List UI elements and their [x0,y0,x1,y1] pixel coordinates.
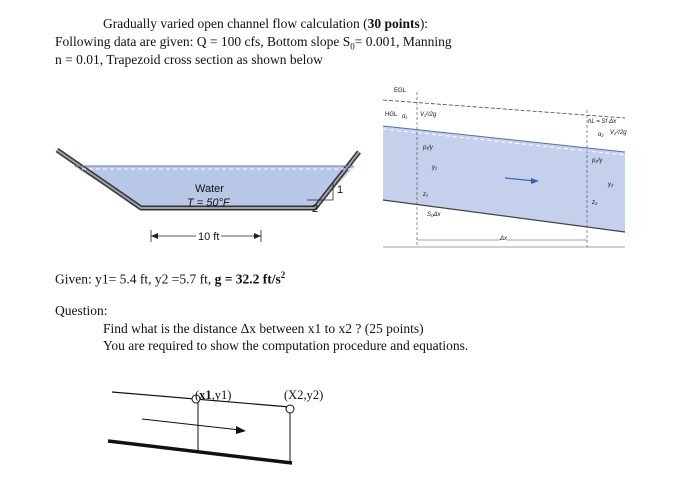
given-prefix: Given: y1= 5.4 ft, y2 =5.7 ft, [55,271,215,287]
problem-title [103,16,428,31]
title-points: 30 points [367,16,420,31]
bottom-width-label: 10 ft [198,231,220,243]
p1-label: p₁/γ [423,145,433,151]
question-line-1: Find what is the distance Δx between x1 to x2 ? (25 points) [103,321,424,336]
energy-profile-figure [375,82,625,252]
y1-label: y₁ [432,165,437,171]
z1-label: z₁ [423,192,428,198]
sketch-channel-bed [108,441,292,463]
y2-label: y₂ [608,182,614,188]
water-label: Water [195,183,224,195]
given-data-prefix: Following data are given: Q = 100 cfs, Bottom slope S [55,34,351,49]
gravity-exponent: 2 [280,270,286,280]
dx-label: Δx [500,236,508,242]
v2-head-label: V₂²/2g [610,130,627,136]
given-line [55,268,285,287]
alpha1-label: α₁ [402,114,408,120]
hl-label: hL = Sf·Δx [588,119,617,125]
width-arrow-left [151,233,158,239]
gravity-value: g = 32.2 ft/s [214,271,281,287]
hgl-label: HGL [385,112,398,118]
manning-line: n = 0.01, Trapezoid cross section as shown below [55,52,323,67]
given-data-suffix: = 0.001, Manning [354,34,452,49]
alpha2-label: α₂ [598,132,604,138]
point1-label [195,388,231,403]
point1-prefix: ( [195,388,200,402]
sketch-flow-arrowhead [236,426,246,434]
question-label: Question: [55,303,108,318]
s0dx-label: S₀Δx [427,212,441,218]
question-line-2: You are required to show the computation procedure and equations. [103,338,469,353]
title-prefix: Gradually varied open channel flow calculation ( [103,16,368,31]
v1-head-label: V₁²/2g [420,112,437,118]
point1-x: x1 [199,388,212,402]
slope-vertical-label: 1 [337,184,344,196]
point1-suffix: ,y1) [211,388,232,402]
title-suffix: ): [419,16,429,31]
slope-subscript: 0 [350,41,355,52]
egl-label: EGL [394,88,407,94]
slope-horizontal-label: 2 [312,203,319,215]
sketch-point2-marker [286,405,294,413]
point2-label: (X2,y2) [284,388,324,402]
p2-label: p₂/γ [592,158,603,164]
width-arrow-right [254,233,261,239]
sketch-flow-arrow [142,419,240,430]
z2-label: z₂ [592,200,598,206]
temperature-label: T = 50°F [187,197,230,209]
